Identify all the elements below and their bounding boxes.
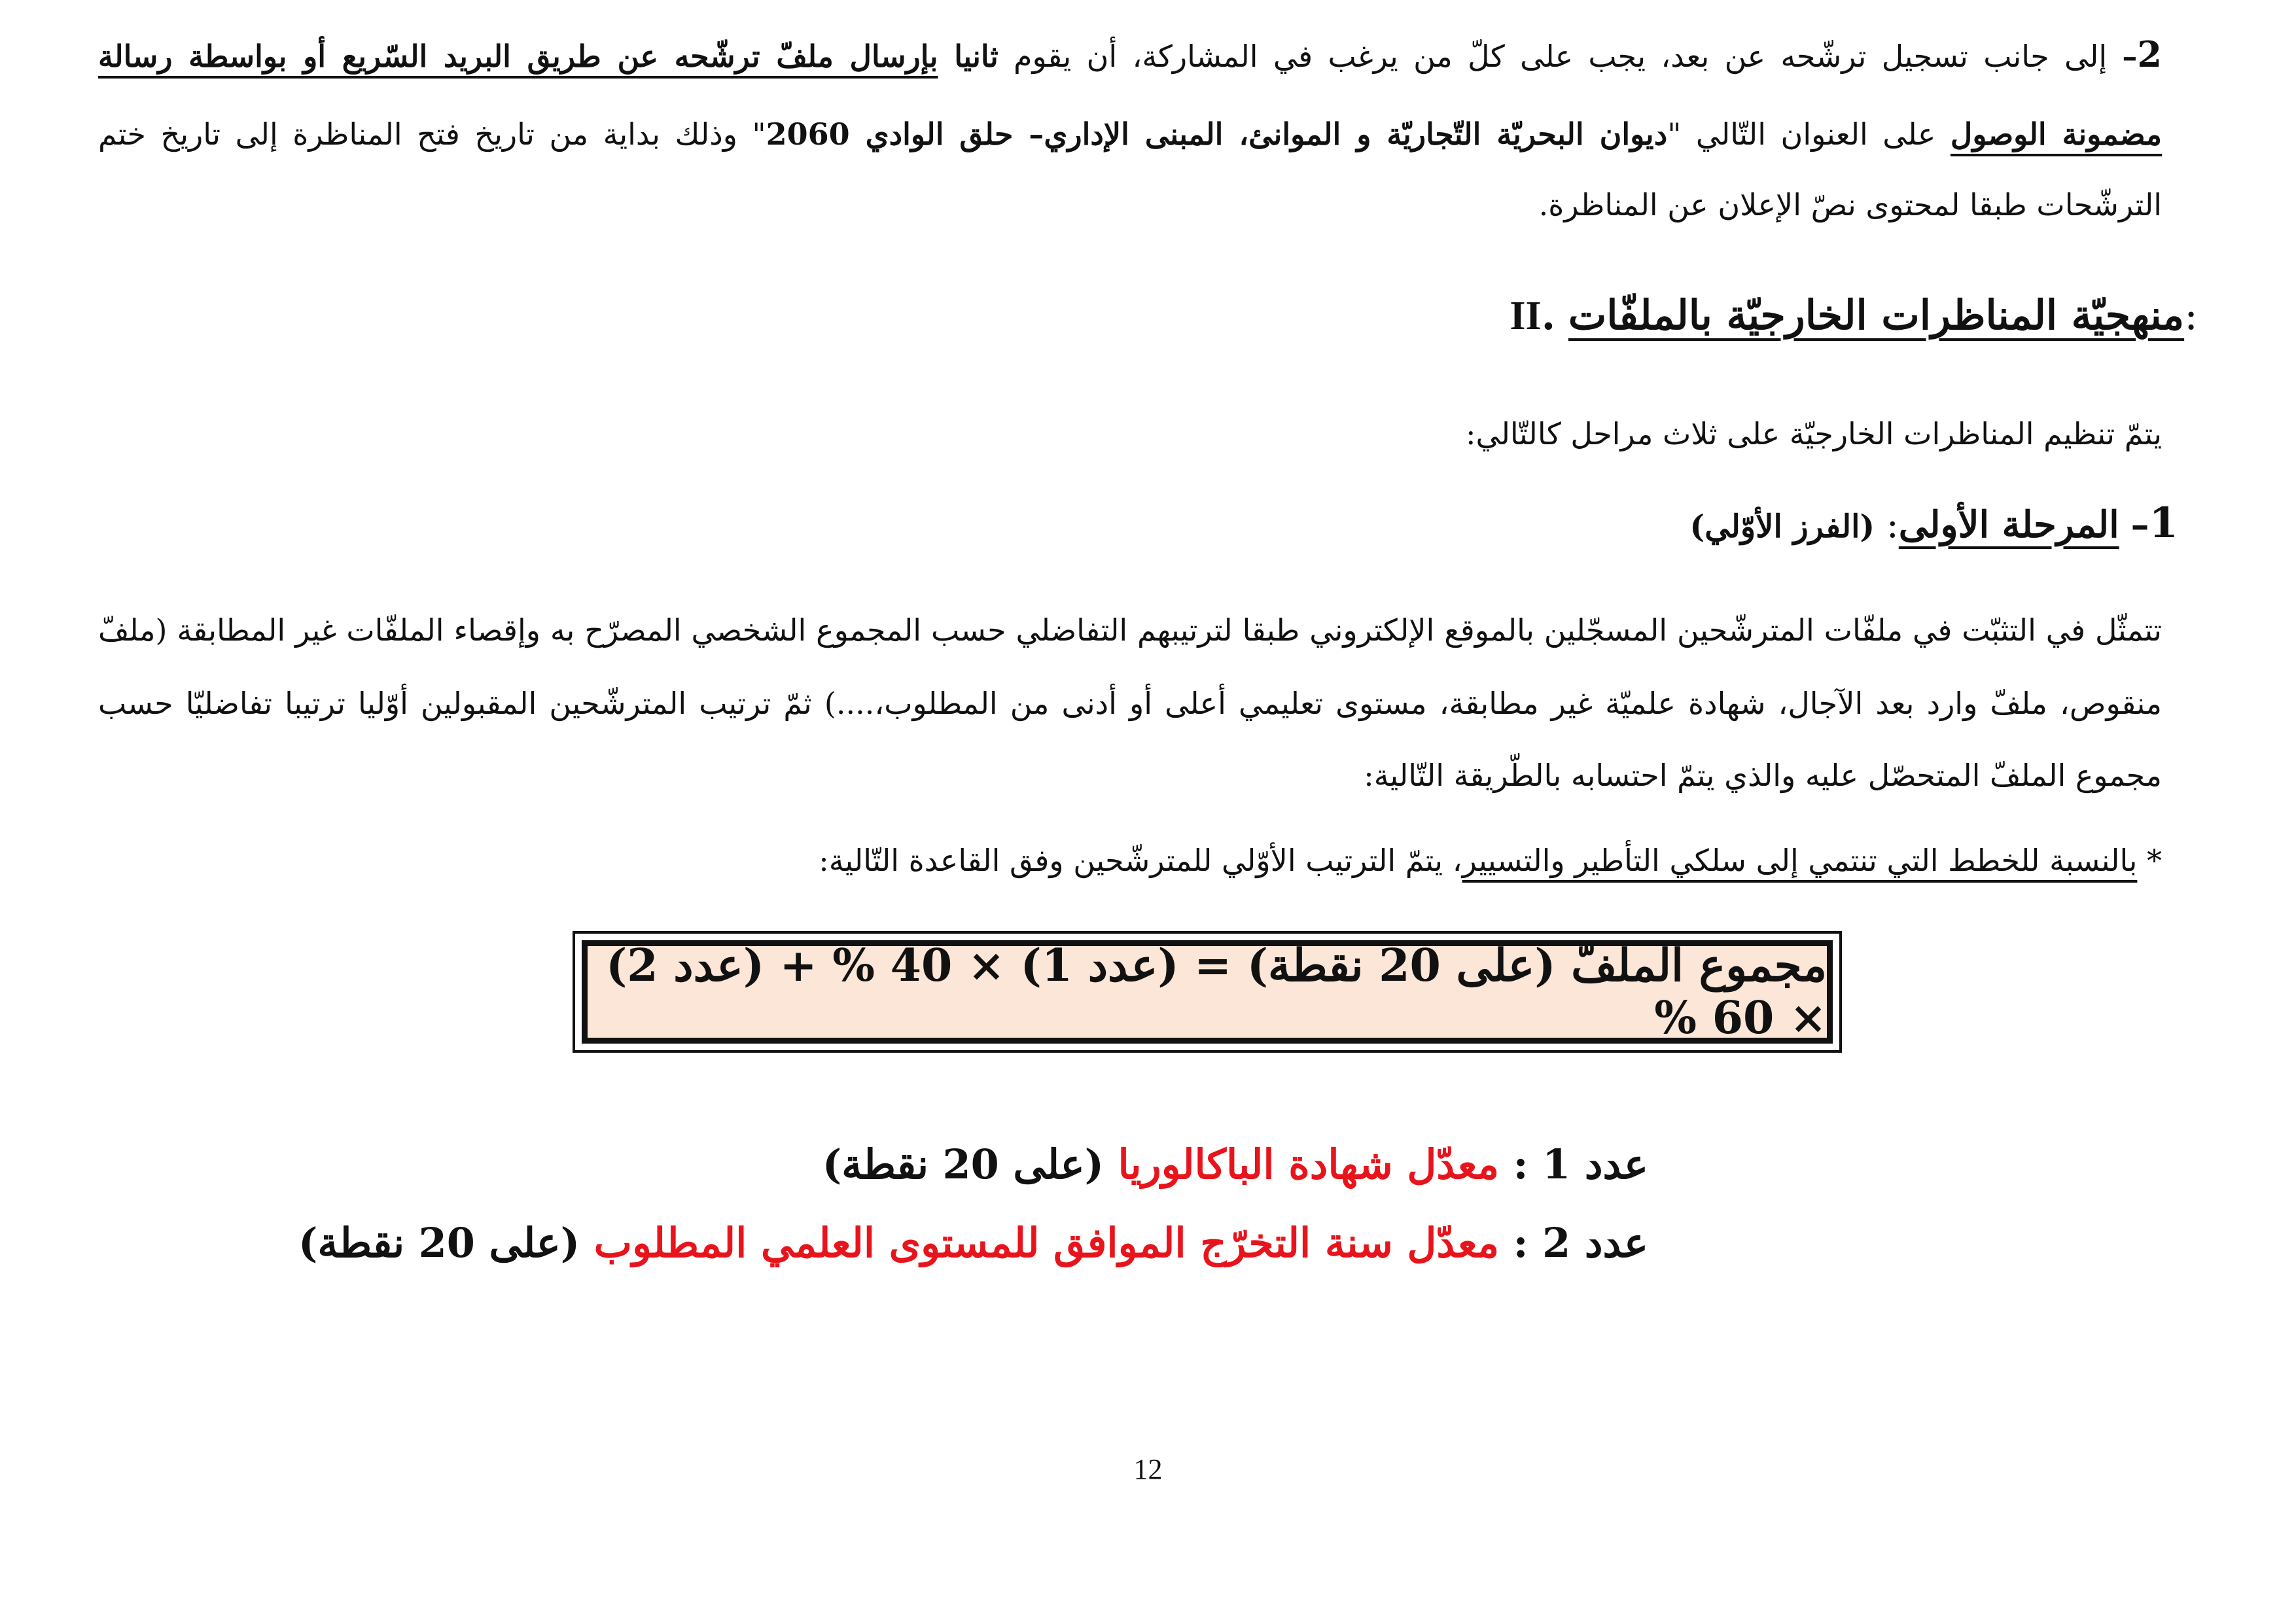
- section2-line1: [98, 25, 2162, 86]
- definition-2-suffix: (على 20 نقطة): [298, 1219, 594, 1267]
- paragraph-line1: تتمثّل في التثبّت في ملفّات المترشّحين المسجّلين بالموقع الإلكتروني طبقا لترتيبهم التفاضلي حسب المجموع الشخصي المصرّح به وإقصاء الملفّات غير المطابقة (ملفّ: [98, 612, 2162, 648]
- note-star: *: [2147, 843, 2162, 878]
- page-number: 12: [1133, 1453, 1163, 1485]
- section-ii-title: منهجيّة المناظرات الخارجيّة بالملفّات: [1568, 291, 2185, 339]
- note-line: [98, 831, 2162, 890]
- definition-2-value: معدّل سنة التخرّج الموافق للمستوى العلمي المطلوب: [593, 1219, 1500, 1267]
- stage1-heading: [1690, 491, 2178, 559]
- note-rest-text: ، يتمّ الترتيب الأوّلي للمترشّحين وفق القاعدة التّالية:: [819, 843, 1462, 878]
- intro-text: يتمّ تنظيم المناظرات الخارجيّة على ثلاث مراحل كالتّالي:: [1466, 416, 2162, 451]
- section-ii-dot: .: [1541, 291, 1556, 339]
- address-intro-text: على العنوان التّالي ": [1667, 116, 1951, 152]
- note-underlined-text: بالنسبة للخطط التي تنتمي إلى سلكي التأطير والتسيير: [1462, 843, 2138, 878]
- section2-bold-text: ثانيا: [938, 39, 998, 74]
- section2-dash: –: [2122, 39, 2138, 74]
- definition-2: [298, 1207, 1648, 1279]
- definition-1: [822, 1129, 1648, 1201]
- stage1-colon: :: [1886, 504, 1899, 546]
- formula-text: مجموع الملفّ (على 20 نقطة) = (عدد 1) × 40 % + (عدد 2) × 60 %: [606, 940, 1827, 1044]
- section-ii-numeral: II: [1510, 294, 1542, 338]
- section-ii-colon: :: [2184, 291, 2198, 339]
- definition-2-label: عدد 2: [1542, 1219, 1648, 1267]
- stage1-subtitle: (الفرز الأوّلي): [1689, 508, 1875, 545]
- definition-2-sep: :: [1499, 1219, 1543, 1267]
- definition-1-label: عدد 1: [1542, 1140, 1648, 1188]
- section2-number: 2: [2137, 33, 2162, 75]
- formula-box: [573, 931, 1842, 1053]
- stage1-number: 1: [2149, 499, 2178, 548]
- paragraph-line3: مجموع الملفّ المتحصّل عليه والذي يتمّ احتسابه بالطّريقة التّالية:: [1364, 758, 2162, 793]
- section2-line3: الترشّحات طبقا لمحتوى نصّ الإعلان عن المناظرة.: [1538, 187, 2162, 222]
- formula-inner-box: [582, 940, 1833, 1044]
- definition-1-sep: :: [1499, 1140, 1543, 1188]
- section-ii-heading: [1510, 283, 2198, 349]
- definition-1-suffix: (على 20 نقطة): [822, 1140, 1118, 1188]
- section2-text: إلى جانب تسجيل ترشّحه عن بعد، يجب على كلّ من يرغب في المشاركة، أن يقوم: [998, 39, 2123, 74]
- section2-bold-underlined-text: بإرسال ملفّ ترشّحه عن طريق البريد السّريع أو بواسطة رسالة: [98, 39, 938, 74]
- address-outro-text: " وذلك بداية من تاريخ فتح المناظرة إلى تاريخ ختم: [98, 116, 766, 152]
- stage1-dash: –: [2130, 503, 2149, 546]
- stage1-title: المرحلة الأولى: [1898, 503, 2119, 546]
- address-text: ديوان البحريّة التّجاريّة و الموانئ، المبنى الإداري– حلق الوادي 2060: [766, 116, 1668, 152]
- paragraph-line2: منقوص، ملفّ وارد بعد الآجال، شهادة علميّة غير مطابقة، مستوى تعليمي أعلى أو أدنى من المطلوب،....) ثمّ ترتيب المترشّحين المقبولين أوّليا ترتيبا تفاضليّا حسب: [98, 686, 2162, 721]
- registered-mail-text: مضمونة الوصول: [1950, 116, 2163, 152]
- definition-1-value: معدّل شهادة الباكالوريا: [1118, 1140, 1500, 1188]
- section2-line2: [98, 105, 2162, 164]
